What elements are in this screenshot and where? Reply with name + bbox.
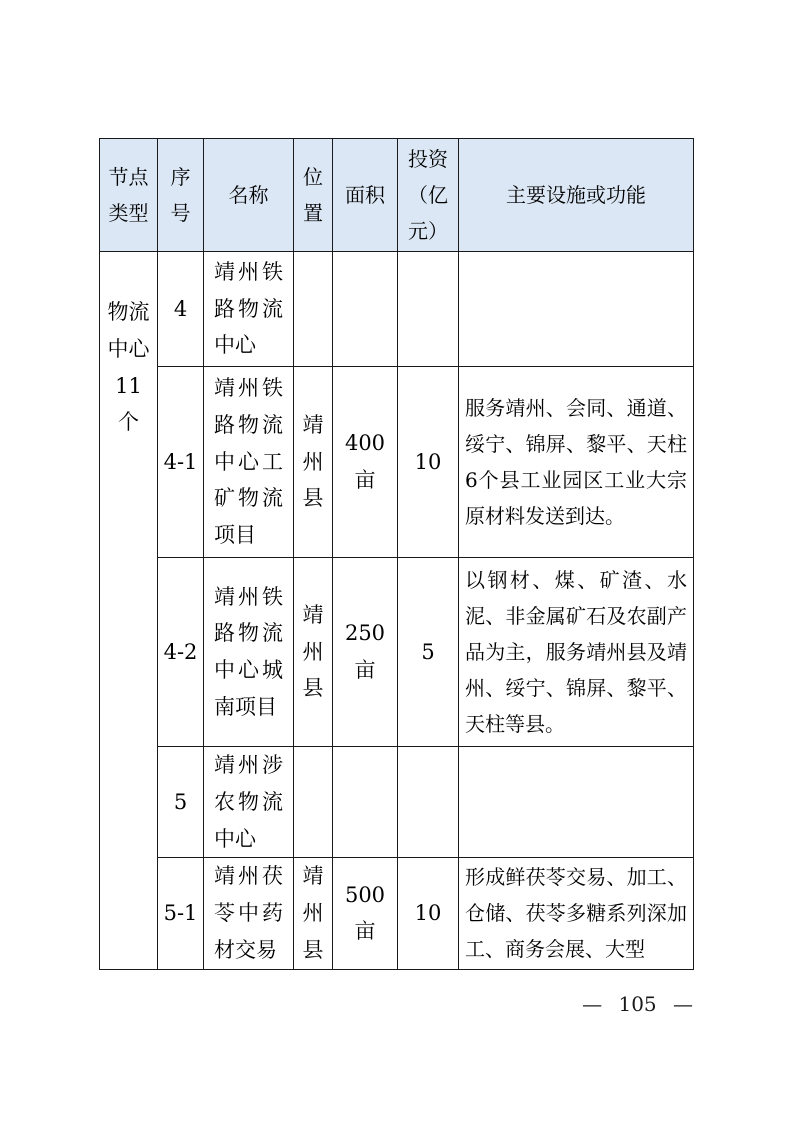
- table-row: [100, 858, 694, 969]
- cell-seq: 4: [158, 252, 204, 367]
- cell-name: 靖州茯苓中药材交易: [204, 858, 294, 969]
- cell-area: 500亩: [333, 858, 398, 969]
- header-node-type: 节点类型: [100, 139, 158, 252]
- cell-location: [294, 252, 333, 367]
- table-row: [100, 747, 694, 858]
- cell-function: 以钢材、煤、矿渣、水泥、非金属矿石及农副产品为主，服务靖州县及靖州、绥宁、锦屏、黎平、天柱等县。: [459, 558, 694, 747]
- cell-investment: [398, 252, 459, 367]
- header-function: 主要设施或功能: [459, 139, 694, 252]
- header-area: 面积: [333, 139, 398, 252]
- table-header-row: [100, 139, 694, 252]
- logistics-nodes-table: [99, 138, 694, 970]
- cell-function: 形成鲜茯苓交易、加工、仓储、茯苓多糖系列深加工、商务会展、大型: [459, 858, 694, 969]
- page-number: — 105 —: [582, 992, 693, 1016]
- node-type-group-cell: 物流中心11个: [100, 252, 158, 970]
- cell-location: 靖州县: [294, 367, 333, 558]
- cell-function: [459, 252, 694, 367]
- header-investment: 投资（亿元）: [398, 139, 459, 252]
- cell-area: 400亩: [333, 367, 398, 558]
- cell-seq: 5: [158, 747, 204, 858]
- cell-name: 靖州铁路物流中心: [204, 252, 294, 367]
- cell-area: 250亩: [333, 558, 398, 747]
- cell-name: 靖州涉农物流中心: [204, 747, 294, 858]
- cell-function: [459, 747, 694, 858]
- table-row: [100, 252, 694, 367]
- cell-function: 服务靖州、会同、通道、绥宁、锦屏、黎平、天柱6个县工业园区工业大宗原材料发送到达。: [459, 367, 694, 558]
- header-location: 位置: [294, 139, 333, 252]
- cell-investment: 10: [398, 858, 459, 969]
- header-seq: 序号: [158, 139, 204, 252]
- cell-name: 靖州铁路物流中心工矿物流项目: [204, 367, 294, 558]
- cell-area: [333, 252, 398, 367]
- cell-area: [333, 747, 398, 858]
- cell-investment: [398, 747, 459, 858]
- cell-location: 靖州县: [294, 858, 333, 969]
- cell-seq: 5-1: [158, 858, 204, 969]
- table-row: [100, 558, 694, 747]
- cell-name: 靖州铁路物流中心城南项目: [204, 558, 294, 747]
- cell-location: [294, 747, 333, 858]
- cell-seq: 4-1: [158, 367, 204, 558]
- cell-location: 靖州县: [294, 558, 333, 747]
- cell-investment: 10: [398, 367, 459, 558]
- header-name: 名称: [204, 139, 294, 252]
- table-row: [100, 367, 694, 558]
- cell-investment: 5: [398, 558, 459, 747]
- cell-seq: 4-2: [158, 558, 204, 747]
